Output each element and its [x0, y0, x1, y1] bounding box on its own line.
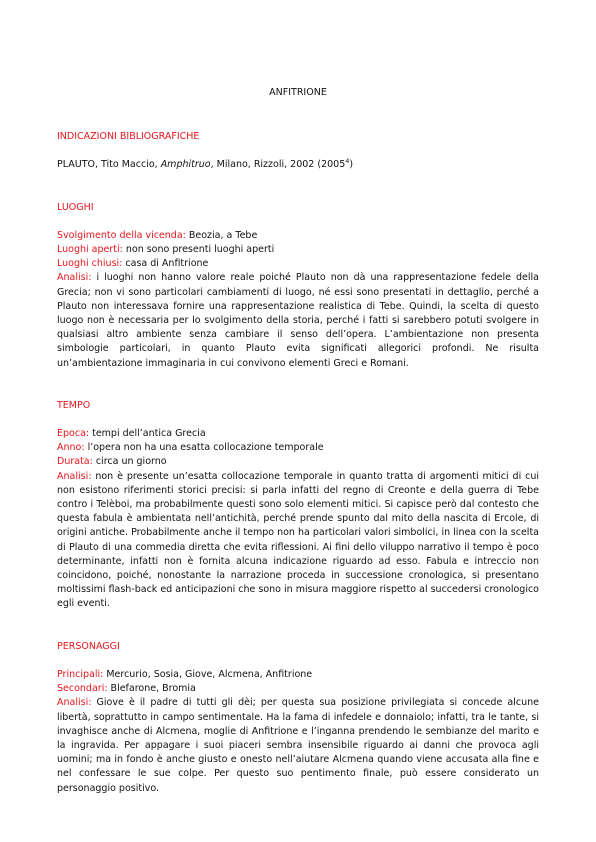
field-label: Epoca: — [57, 428, 90, 440]
section-heading-characters: PERSONAGGI — [57, 640, 120, 652]
time-analysis — [57, 470, 539, 612]
bibliography-entry — [57, 158, 539, 172]
field-value: casa di Anfitrione — [122, 258, 209, 270]
field-label: Principali: — [57, 668, 104, 680]
places-analysis — [57, 271, 539, 370]
bibliography-work-title: Amphitruo — [160, 159, 211, 171]
bibliography-author: PLAUTO, Tito Maccio, — [57, 159, 161, 171]
characters-analysis — [57, 696, 539, 795]
field-value: circa un giorno — [92, 456, 167, 468]
section-heading-time: TEMPO — [57, 399, 91, 411]
field-label: Durata: — [57, 456, 93, 468]
field-label: Luoghi aperti: — [57, 244, 123, 256]
places-field-open — [57, 243, 539, 257]
bibliography-close: ) — [349, 159, 354, 171]
field-value: non sono presenti luoghi aperti — [122, 244, 275, 256]
analysis-text: non è presente un’esatta collocazione temporale in quanto tratta di argomenti mitici di cui non esistono riferimenti storici precisi: si parla infatti del regno di Creonte e della guerra di Tebe contro i Telèboi, ma probabilmente questi sono solo elementi mitici. Si capisce però dal contesto che questa fabula è ambientata nell’antichità, perché prende spunto dal mito della nascita di Ercole, di origini antiche. Probabilmente anche il tempo non ha particolari valori simbolici, in linea con la scelta di Plauto di una commedia diretta che evita riflessioni. Ai fini dello viluppo narrativo il tempo è poco determinante, infatti non è fornita alcuna indicazione riguardo ad esso. Fabula e intreccio non coincidono, poiché, nonostante la narrazione proceda in successione cronologica, si presentano moltissimi flash-back ed anticipazioni che sono in misura maggiore rispetto al succedersi cronologico egli eventi. — [57, 470, 539, 610]
analysis-text: Giove è il padre di tutti gli dèi; per questa sua posizione privilegiata si concede alcune libertà, soprattutto in campo sentimentale. Ha la fama di infedele e donnaiolo; infatti, tra le tante, si invaghisce anche di Alcmena, moglie di Anfitrione e l’inganna prendendo le sembianze del marito e la ingravida. Per appagare i suoi piaceri sembra insensibile riguardo ai danni che provoca agli uomini; ma in fondo è anche giusto e onesto nell’aiutare Alcmena quando viene accusata alla fine e nel confessare le sue colpe. Per questo suo pentimento finale, può essere considerato un personaggio positivo. — [57, 697, 539, 794]
document-title: ANFITRIONE — [269, 87, 327, 98]
analysis-text: i luoghi non hanno valore reale poiché Plauto non dà una rappresentazione fedele della Grecia; non vi sono particolari cambiamenti di luogo, né essi sono presentati in dettaglio, perché a Plauto non interessava fornire una rappresentazione realistica di Tebe. Quindi, la scelta di questo luogo non è necessaria per lo svolgimento della storia, perché i fatti si sarebbero potuti svolgere in qualsiasi altro ambiente senza cambiare il senso dell’opera. L’ambientazione non presenta simbologie particolari, in quanto Plauto evita significati allegorici profondi. Ne risulta un’ambientazione immaginaria in cui convivono elementi Greci e Romani. — [57, 272, 539, 369]
characters-field-main — [57, 668, 539, 682]
bibliography-publisher: , Milano, Rizzoli, 2002 (2005 — [210, 159, 346, 171]
field-label: Secondari: — [57, 683, 108, 695]
characters-field-secondary — [57, 682, 539, 696]
time-field-epoch — [57, 427, 539, 441]
field-value: Beozia, a Tebe — [185, 229, 258, 241]
places-field-closed — [57, 257, 539, 271]
section-heading-bibliography: INDICAZIONI BIBLIOGRAFICHE — [57, 131, 200, 143]
section-heading-places: LUOGHI — [57, 201, 94, 213]
field-label: Luoghi chiusi: — [57, 258, 123, 270]
field-label: Svolgimento della vicenda: — [57, 229, 186, 241]
time-field-year — [57, 441, 539, 455]
field-label: Anno: — [57, 442, 85, 454]
field-value: Mercurio, Sosia, Giove, Alcmena, Anfitrione — [103, 668, 313, 680]
time-field-duration — [57, 455, 539, 469]
analysis-label: Analisi: — [57, 697, 92, 709]
places-field-setting — [57, 229, 539, 243]
field-value: l’opera non ha una esatta collocazione temporale — [84, 442, 324, 454]
analysis-label: Analisi: — [57, 272, 92, 284]
field-value: tempi dell’antica Grecia — [89, 428, 206, 440]
document-page — [57, 86, 539, 796]
analysis-label: Analisi: — [57, 470, 92, 482]
edition-superscript: 4 — [345, 157, 350, 166]
field-value: Blefarone, Bromia — [107, 683, 196, 695]
